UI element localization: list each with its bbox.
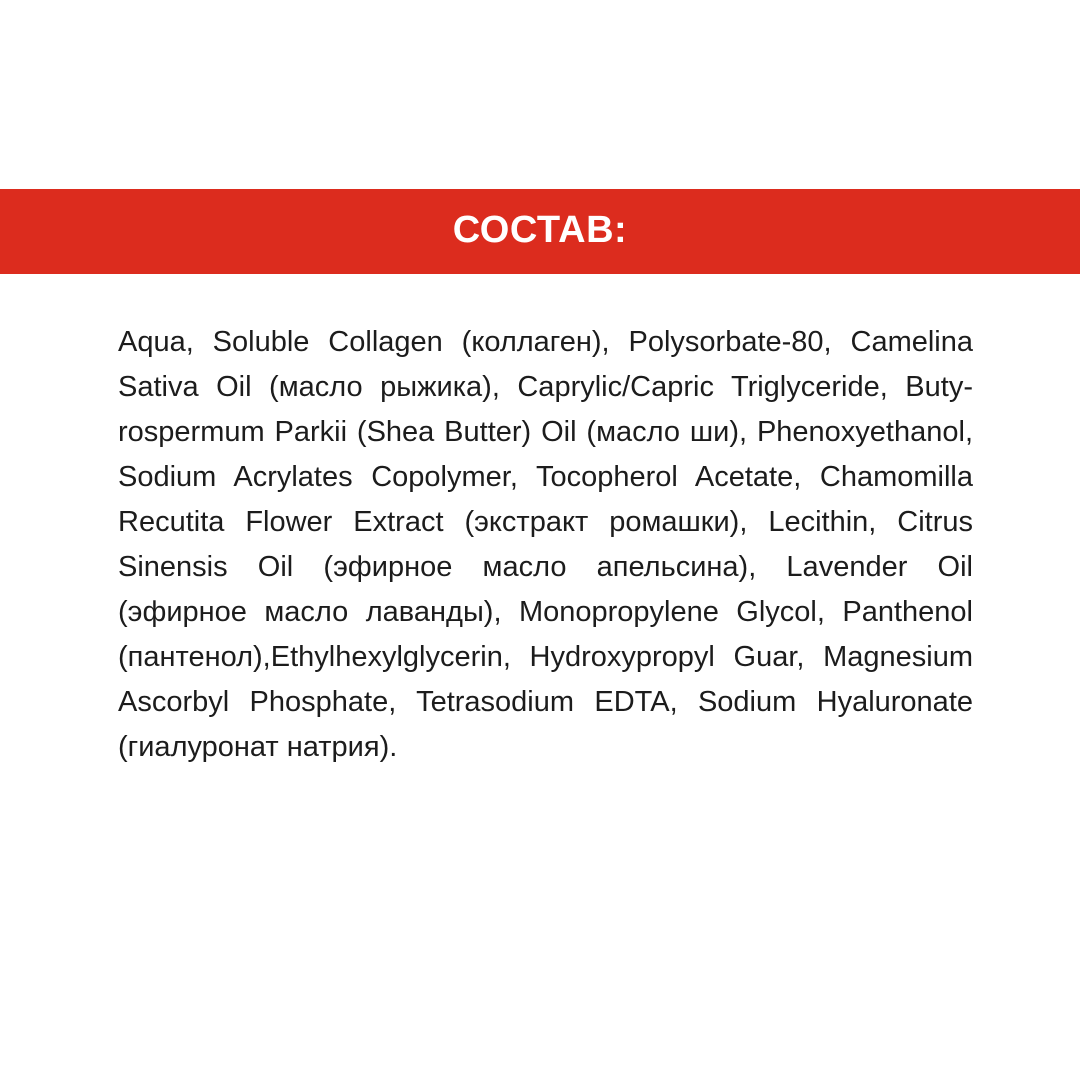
ingredients-list: Aqua, Soluble Collagen (коллаген), Polysorbate-80, Camelina Sativa Oil (масло рыжика), Caprylic/Capric Triglyceride, Butyrospermum Parkii (Shea Butter) Oil (масло ши), Phenoxyethanol, Sodium Acrylates Copolymer, Tocopherol Acetate, Chamomilla Recutita Flower Extract (экстракт ромашки), Lecithin, Citrus Sinensis Oil (эфирное масло апельсина), Lavender Oil (эфирное масло лаванды), Monopropylene Glycol, Panthenol (пантенол),Ethylhexylglycerin, Hydroxypropyl Guar, Magnesium Ascorbyl Phosphate, Tetrasodium EDTA, Sodium Hyaluronate (гиалуронат натрия). [118, 326, 973, 763]
section-title: СОСТАВ: [452, 209, 628, 251]
header-banner [0, 189, 1080, 274]
